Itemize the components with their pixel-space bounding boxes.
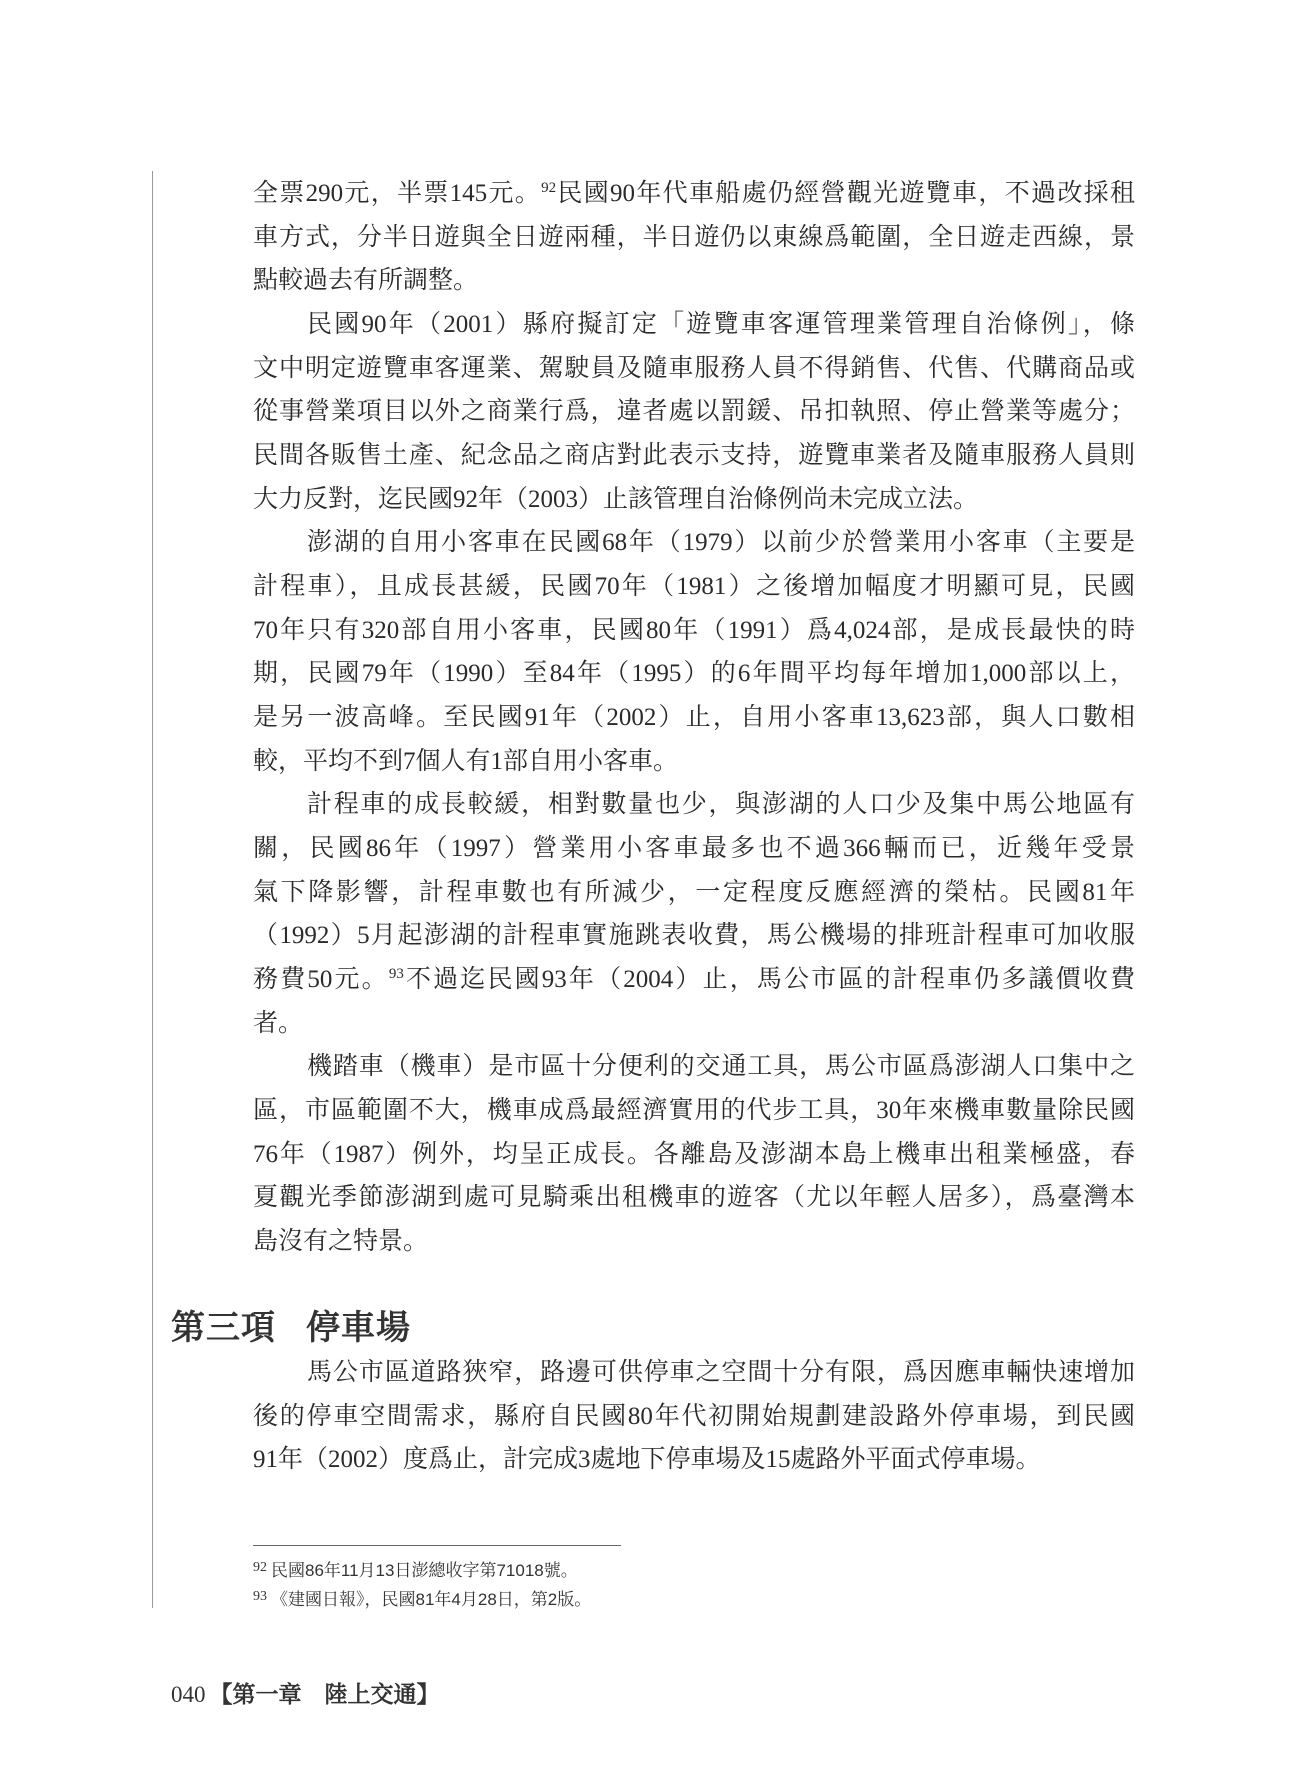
section-number: 第三項 <box>171 1309 276 1348</box>
body-line: 70年只有320部自用小客車，民國80年（1991）爲4,024部，是成長最快的時 <box>253 616 1135 644</box>
body-line: 計程車），且成長甚緩，民國70年（1981）之後增加幅度才明顯可見，民國 <box>253 573 1135 601</box>
footnote-number: 92 <box>253 1560 267 1575</box>
footnote-text: 《建國日報》，民國81年4月28日，第2版。 <box>271 1590 592 1609</box>
page-number: 040 <box>171 1682 206 1707</box>
body-line <box>253 958 1135 1002</box>
main-text <box>171 172 1135 1482</box>
body-line: 澎湖的自用小客車在民國68年（1979）以前少於營業用小客車（主要是 <box>307 529 1135 557</box>
body-line <box>253 172 1135 216</box>
footnote-text: 民國86年11月13日澎總收字第71018號。 <box>271 1561 578 1580</box>
paragraph <box>253 783 1135 1045</box>
paragraph <box>253 172 1135 303</box>
body-line: 關，民國86年（1997）營業用小客車最多也不過366輛而已，近幾年受景 <box>253 835 1135 863</box>
footnote-divider <box>253 1545 621 1546</box>
body-line: 馬公市區道路狹窄，路邊可供停車之空間十分有限，爲因應車輛快速增加 <box>307 1359 1135 1387</box>
text-segment: 民國90年代車船處仍經營觀光遊覽車，不過改採租 <box>556 180 1135 207</box>
body-line: 夏觀光季節澎湖到處可見騎乘出租機車的遊客（尤以年輕人居多），爲臺灣本 <box>253 1184 1135 1212</box>
text-segment: 不過迄民國93年（2004）止，馬公市區的計程車仍多議價收費 <box>403 966 1135 994</box>
body-line: 期，民國79年（1990）至84年（1995）的6年間平均每年增加1,000部以上， <box>253 660 1135 688</box>
page-footer <box>171 1680 440 1710</box>
body-line: 91年（2002）度爲止，計完成3處地下停車場及15處路外平面式停車場。 <box>253 1446 1041 1474</box>
body-line: 大力反對，迄民國92年（2003）止該管理自治條例尚未完成立法。 <box>253 485 979 513</box>
footnote-ref: 92 <box>541 180 557 196</box>
body-line: 民國90年（2001）縣府擬訂定「遊覽車客運管理業管理自治條例」，條 <box>307 311 1135 339</box>
paragraph <box>253 1351 1135 1482</box>
section-heading <box>171 1307 1135 1351</box>
footnote-number: 93 <box>253 1589 267 1604</box>
footnote-ref: 93 <box>388 966 404 983</box>
footnotes <box>253 1556 1053 1614</box>
body-line: 文中明定遊覽車客運業、駕駛員及隨車服務人員不得銷售、代售、代購商品或 <box>253 354 1135 382</box>
body-line: 車方式，分半日遊與全日遊兩種，半日遊仍以東線爲範圍，全日遊走西線，景 <box>253 223 1135 251</box>
body-line: 後的停車空間需求，縣府自民國80年代初開始規劃建設路外停車場，到民國 <box>253 1402 1135 1430</box>
body-line: 民間各販售土產、紀念品之商店對此表示支持，遊覽車業者及隨車服務人員則 <box>253 442 1135 470</box>
body-line: 是另一波高峰。至民國91年（2002）止，自用小客車13,623部，與人口數相 <box>253 704 1135 732</box>
body-line: 氣下降影響，計程車數也有所減少，一定程度反應經濟的榮枯。民國81年 <box>253 878 1135 906</box>
body-line: 76年（1987）例外，均呈正成長。各離島及澎湖本島上機車出租業極盛，春 <box>253 1140 1135 1168</box>
body-line: （1992）5月起澎湖的計程車實施跳表收費，馬公機場的排班計程車可加收服 <box>253 922 1135 950</box>
body-line: 計程車的成長較緩，相對數量也少，與澎湖的人口少及集中馬公地區有 <box>307 791 1135 819</box>
body-line: 較，平均不到7個人有1部自用小客車。 <box>253 747 679 775</box>
paragraph <box>253 521 1135 783</box>
paragraph <box>253 1045 1135 1263</box>
body-line: 島沒有之特景。 <box>253 1228 429 1256</box>
margin-rule <box>152 171 153 1608</box>
footnote <box>253 1556 1053 1585</box>
body-line: 機踏車（機車）是市區十分便利的交通工具，馬公市區爲澎湖人口集中之 <box>307 1053 1135 1081</box>
paragraph <box>253 303 1135 521</box>
footnote <box>253 1585 1053 1614</box>
body-line: 區，市區範圍不大，機車成爲最經濟實用的代步工具，30年來機車數量除民國 <box>253 1097 1135 1125</box>
body-line: 者。 <box>253 1009 304 1037</box>
text-segment: 務費50元。 <box>253 966 389 994</box>
chapter-title: 【第一章 陸上交通】 <box>209 1682 440 1707</box>
text-segment: 全票290元，半票145元。 <box>253 180 542 207</box>
section-title: 停車場 <box>306 1309 411 1348</box>
body-line: 從事營業項目以外之商業行爲，違者處以罰鍰、吊扣執照、停止營業等處分； <box>253 398 1135 426</box>
body-line: 點較過去有所調整。 <box>253 267 479 295</box>
